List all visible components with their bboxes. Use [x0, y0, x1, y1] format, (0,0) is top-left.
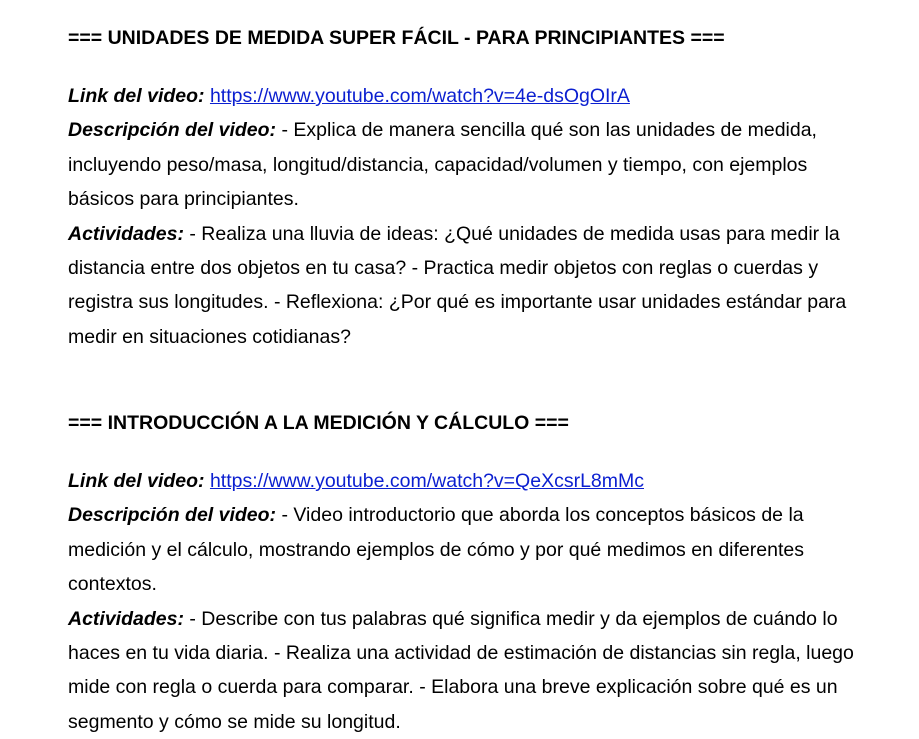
activities-label: Actividades: — [68, 222, 184, 245]
video-link[interactable]: https://www.youtube.com/watch?v=QeXcsrL8mMc — [209, 470, 644, 492]
description-label: Descripción del video: — [68, 119, 277, 142]
description-paragraph — [68, 113, 858, 216]
section-heading: === UNIDADES DE MEDIDA SUPER FÁCIL - PARA PRINCIPIANTES === — [68, 27, 725, 49]
link-label: Link del video: — [68, 85, 205, 107]
activities-text: - Describe con tus palabras qué significa medir y da ejemplos de cuándo lo haces en tu vida diaria. - Realiza una actividad de estimación de distancias sin regla, luego mide con regla o cuerda para comparar. - Elabora una breve explicación sobre qué es un segmento y cómo se mide su longitud. — [68, 607, 854, 733]
link-label: Link del video: — [68, 470, 205, 492]
activities-paragraph — [68, 217, 858, 355]
video-link[interactable]: https://www.youtube.com/watch?v=4e-dsOgOIrA — [209, 85, 630, 107]
description-paragraph — [68, 498, 858, 601]
activities-paragraph — [68, 602, 858, 739]
link-paragraph — [68, 464, 858, 498]
activities-text: - Realiza una lluvia de ideas: ¿Qué unidades de medida usas para medir la distancia entre dos objetos en tu casa? - Practica medir objetos con reglas o cuerdas y registra sus longitudes. - Reflexiona: ¿Por qué es importante usar unidades estándar para medir en situaciones cotidianas? — [68, 222, 847, 348]
description-text: - Explica de manera sencilla qué son las unidades de medida, incluyendo peso/masa, longitud/distancia, capacidad/volumen y tiempo, con ejemplos básicos para principiantes. — [68, 119, 817, 211]
activities-label: Actividades: — [68, 607, 184, 630]
link-paragraph — [68, 79, 858, 113]
description-label: Descripción del video: — [68, 504, 277, 527]
section-heading: === INTRODUCCIÓN A LA MEDICIÓN Y CÁLCULO === — [68, 412, 569, 434]
description-text: - Video introductorio que aborda los conceptos básicos de la medición y el cálculo, mostrando ejemplos de cómo y por qué medimos en diferentes contextos. — [68, 504, 804, 596]
video-section-2 — [68, 409, 858, 739]
video-section-1 — [68, 24, 858, 354]
